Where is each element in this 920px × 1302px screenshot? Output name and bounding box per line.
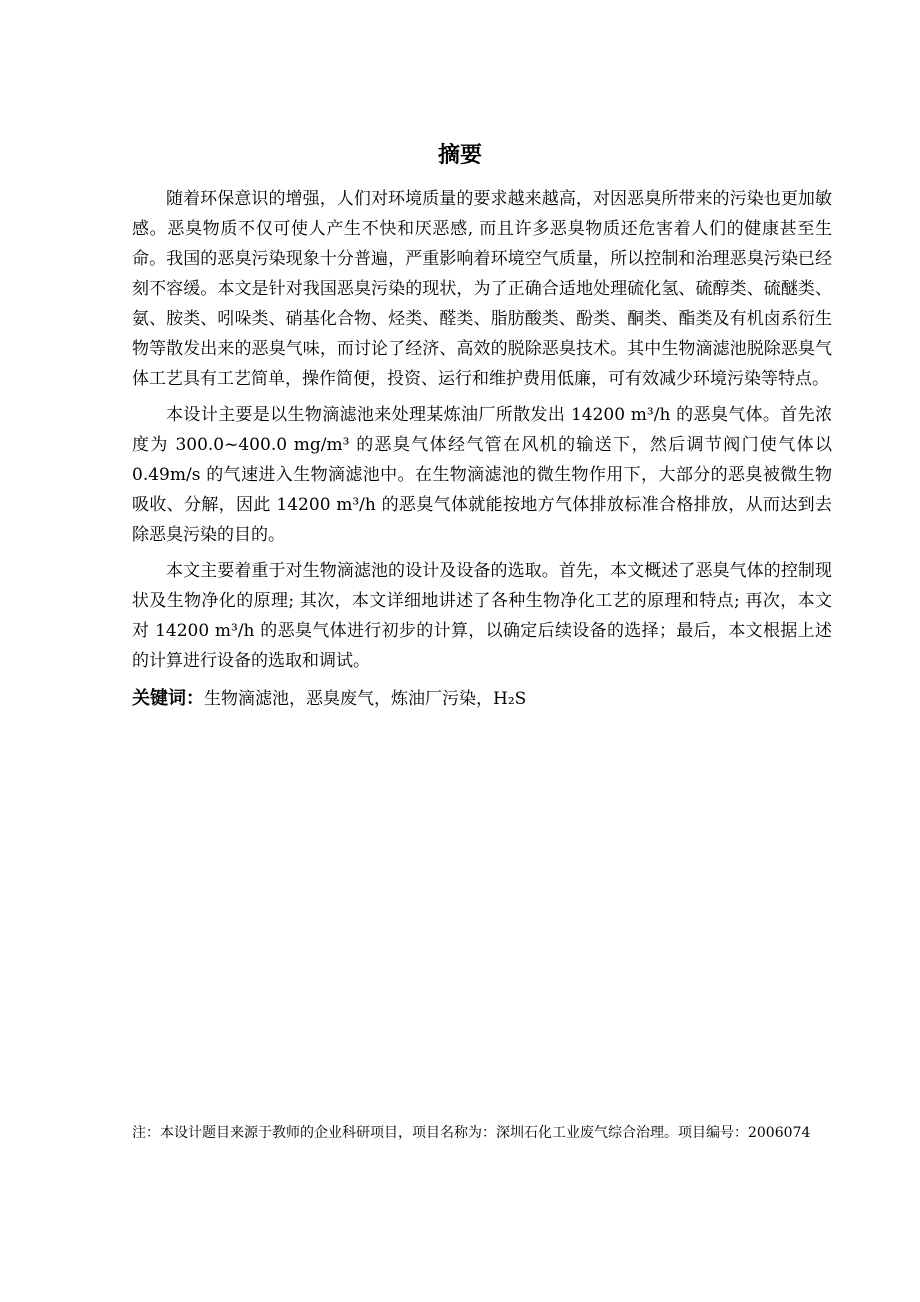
footnote: 注：本设计题目来源于教师的企业科研项目，项目名称为：深圳石化工业废气综合治理。项目编号：2006074 — [132, 1125, 811, 1141]
abstract-paragraph-1: 随着环保意识的增强，人们对环境质量的要求越来越高，对因恶臭所带来的污染也更加敏感。恶臭物质不仅可使人产生不快和厌恶感, 而且许多恶臭物质还危害着人们的健康甚至生命。我国的恶臭污染现象十分普遍，严重影响着环境空气质量，所以控制和治理恶臭污染已经刻不容缓。本文是针对我国恶臭污染的现状，为了正确合适地处理硫化氢、硫醇类、硫醚类、氨、胺类、吲哚类、硝基化合物、烃类、醛类、脂肪酸类、酚类、酮类、酯类及有机卤系衍生物等散发出来的恶臭气味，而讨论了经济、高效的脱除恶臭技术。其中生物滴滤池脱除恶臭气体工艺具有工艺简单，操作简便，投资、运行和维护费用低廉，可有效减少环境污染等特点。 — [132, 189, 832, 389]
abstract-paragraph-2: 本设计主要是以生物滴滤池来处理某炼油厂所散发出 14200 m³/h 的恶臭气体。首先浓度为 300.0~400.0 mg/m³ 的恶臭气体经气管在风机的输送下，然后调节阀门使气体以 0.49m/s 的气速进入生物滴滤池中。在生物滴滤池的微生物作用下，大部分的恶臭被微生物吸收、分解，因此 14200 m³/h 的恶臭气体就能按地方气体排放标准合格排放，从而达到去除恶臭污染的目的。 — [132, 405, 832, 545]
page-title: 摘要 — [437, 143, 482, 168]
abstract-body — [132, 184, 832, 714]
keywords-label: 关键词： — [132, 688, 204, 709]
abstract-paragraph-3: 本文主要着重于对生物滴滤池的设计及设备的选取。首先，本文概述了恶臭气体的控制现状及生物净化的原理; 其次，本文详细地讲述了各种生物净化工艺的原理和特点; 再次，本文对 14200 m³/h 的恶臭气体进行初步的计算，以确定后续设备的选择；最后，本文根据上述的计算进行设备的选取和调试。 — [132, 561, 832, 671]
keywords-text: 生物滴滤池，恶臭废气，炼油厂污染，H₂S — [204, 689, 527, 709]
keywords-line — [132, 684, 832, 714]
